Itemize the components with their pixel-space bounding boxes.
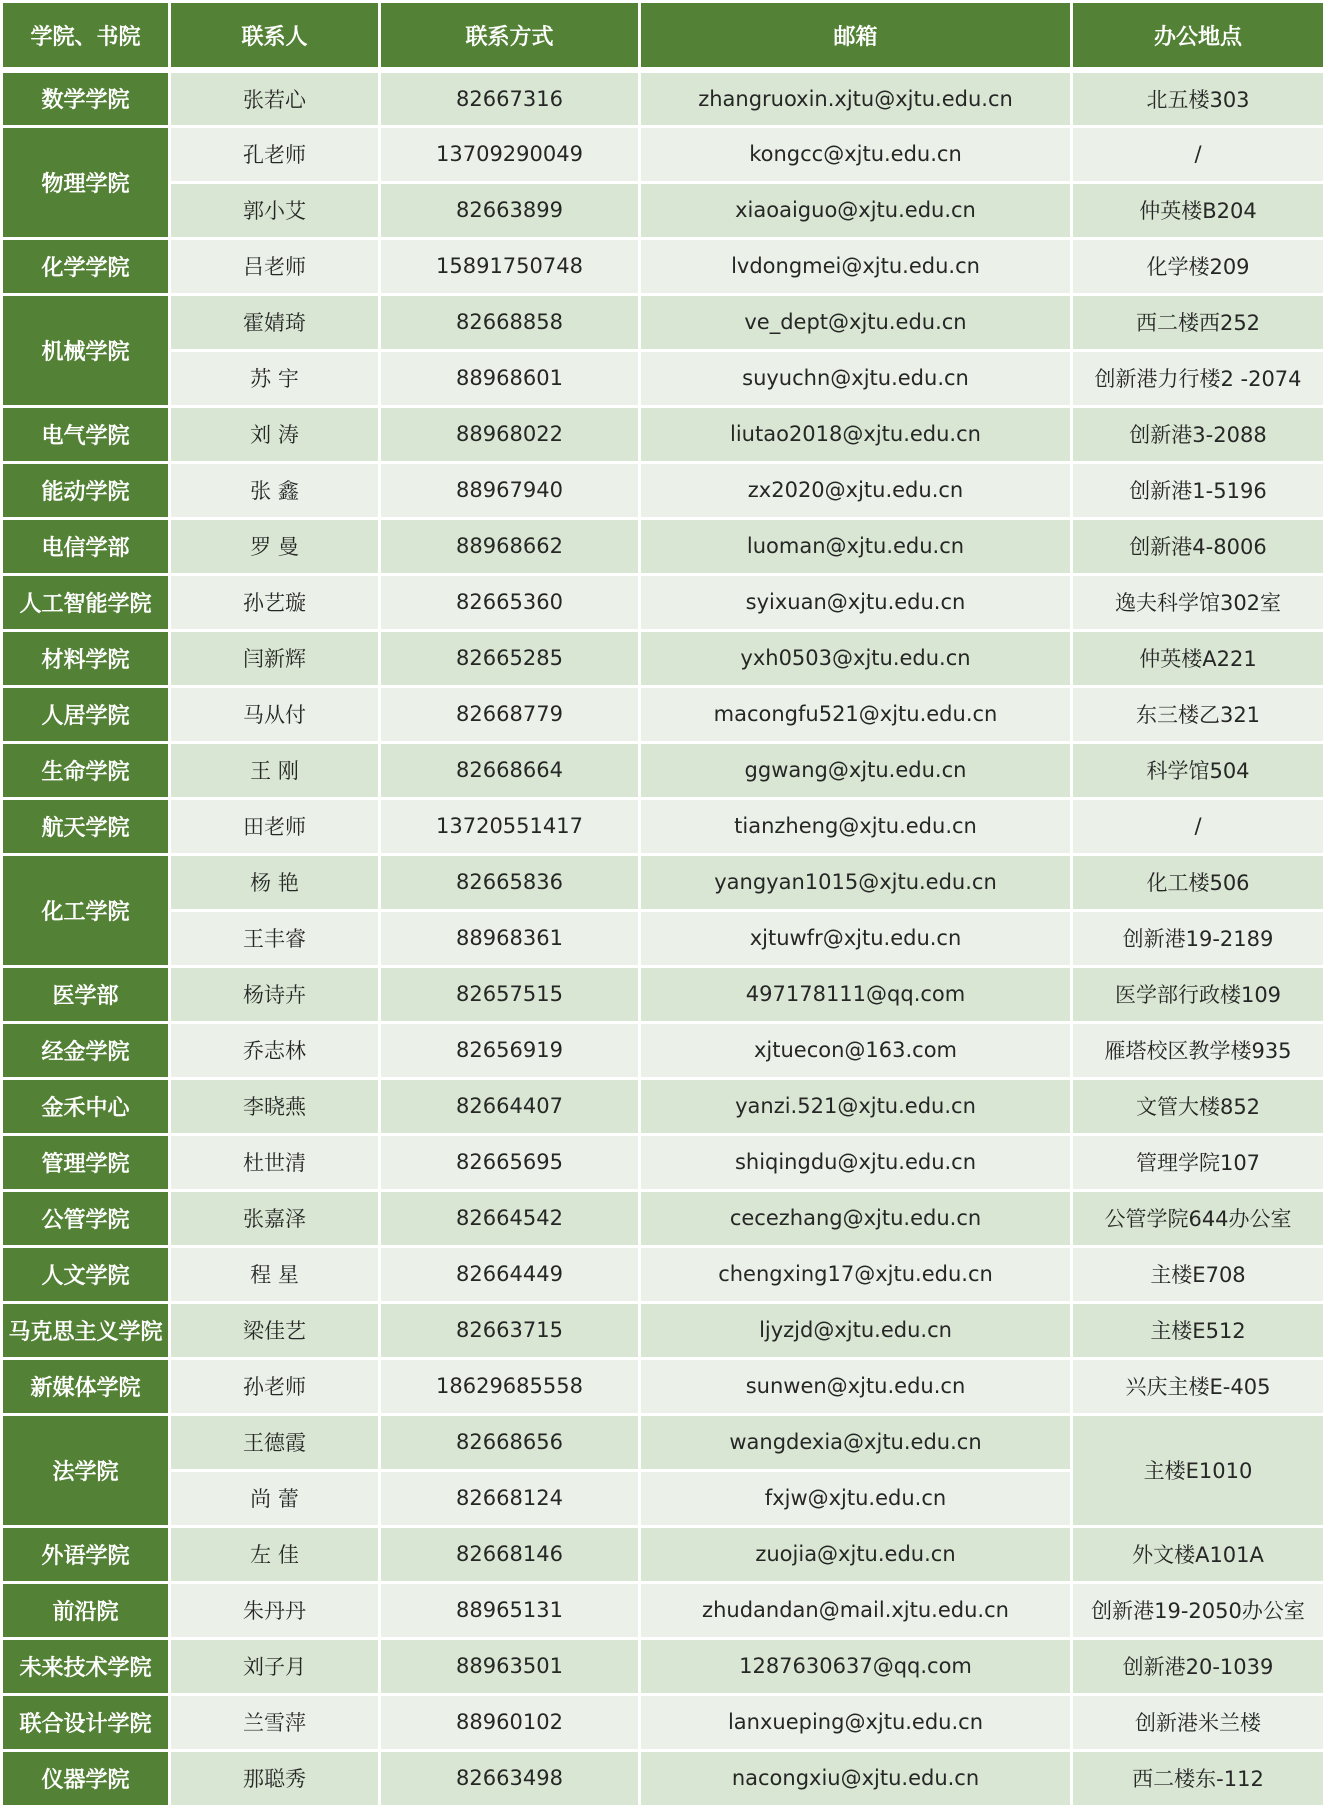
office-cell: 公管学院644办公室 bbox=[1072, 1190, 1323, 1246]
college-cell: 化工学院 bbox=[2, 854, 170, 966]
table-body bbox=[2, 70, 1323, 1806]
email-cell: macongfu521@xjtu.edu.cn bbox=[640, 686, 1072, 742]
college-cell: 航天学院 bbox=[2, 798, 170, 854]
contact-cell: 霍婧琦 bbox=[170, 294, 380, 350]
table-row bbox=[2, 70, 1323, 126]
college-cell: 物理学院 bbox=[2, 126, 170, 238]
contact-cell: 罗 曼 bbox=[170, 518, 380, 574]
contact-cell: 程 星 bbox=[170, 1246, 380, 1302]
email-cell: 497178111@qq.com bbox=[640, 966, 1072, 1022]
phone-cell: 88968022 bbox=[380, 406, 640, 462]
college-cell: 管理学院 bbox=[2, 1134, 170, 1190]
contact-cell: 张嘉泽 bbox=[170, 1190, 380, 1246]
college-cell: 人文学院 bbox=[2, 1246, 170, 1302]
email-cell: suyuchn@xjtu.edu.cn bbox=[640, 350, 1072, 406]
email-cell: nacongxiu@xjtu.edu.cn bbox=[640, 1750, 1072, 1806]
contact-cell: 郭小艾 bbox=[170, 182, 380, 238]
contact-cell: 王 刚 bbox=[170, 742, 380, 798]
office-cell: 仲英楼A221 bbox=[1072, 630, 1323, 686]
email-cell: yanzi.521@xjtu.edu.cn bbox=[640, 1078, 1072, 1134]
phone-cell: 82667316 bbox=[380, 70, 640, 126]
email-cell: zhudandan@mail.xjtu.edu.cn bbox=[640, 1582, 1072, 1638]
table-row bbox=[2, 1638, 1323, 1694]
office-cell: 创新港1-5196 bbox=[1072, 462, 1323, 518]
phone-cell: 88968662 bbox=[380, 518, 640, 574]
table-row bbox=[2, 966, 1323, 1022]
email-cell: xjtuwfr@xjtu.edu.cn bbox=[640, 910, 1072, 966]
phone-cell: 82668858 bbox=[380, 294, 640, 350]
office-cell: 主楼E1010 bbox=[1072, 1414, 1323, 1526]
table-row bbox=[2, 1358, 1323, 1414]
office-cell: 创新港3-2088 bbox=[1072, 406, 1323, 462]
email-cell: xjtuecon@163.com bbox=[640, 1022, 1072, 1078]
office-cell: 逸夫科学馆302室 bbox=[1072, 574, 1323, 630]
office-cell: 创新港19-2050办公室 bbox=[1072, 1582, 1323, 1638]
college-cell: 生命学院 bbox=[2, 742, 170, 798]
table-row bbox=[2, 462, 1323, 518]
office-cell: 外文楼A101A bbox=[1072, 1526, 1323, 1582]
table-row bbox=[2, 1022, 1323, 1078]
contact-cell: 杨 艳 bbox=[170, 854, 380, 910]
table-row bbox=[2, 1246, 1323, 1302]
header-phone: 联系方式 bbox=[380, 2, 640, 71]
contact-cell: 乔志林 bbox=[170, 1022, 380, 1078]
office-cell: 雁塔校区教学楼935 bbox=[1072, 1022, 1323, 1078]
table-row bbox=[2, 742, 1323, 798]
phone-cell: 82668779 bbox=[380, 686, 640, 742]
table-row bbox=[2, 518, 1323, 574]
office-cell: 主楼E512 bbox=[1072, 1302, 1323, 1358]
email-cell: syixuan@xjtu.edu.cn bbox=[640, 574, 1072, 630]
office-cell: 西二楼西252 bbox=[1072, 294, 1323, 350]
phone-cell: 88960102 bbox=[380, 1694, 640, 1750]
office-cell: 管理学院107 bbox=[1072, 1134, 1323, 1190]
college-cell: 公管学院 bbox=[2, 1190, 170, 1246]
college-cell: 联合设计学院 bbox=[2, 1694, 170, 1750]
email-cell: ljyzjd@xjtu.edu.cn bbox=[640, 1302, 1072, 1358]
email-cell: zx2020@xjtu.edu.cn bbox=[640, 462, 1072, 518]
contact-cell: 刘子月 bbox=[170, 1638, 380, 1694]
table-row bbox=[2, 798, 1323, 854]
contact-cell: 梁佳艺 bbox=[170, 1302, 380, 1358]
email-cell: yxh0503@xjtu.edu.cn bbox=[640, 630, 1072, 686]
email-cell: shiqingdu@xjtu.edu.cn bbox=[640, 1134, 1072, 1190]
table-row bbox=[2, 1750, 1323, 1806]
phone-cell: 82656919 bbox=[380, 1022, 640, 1078]
email-cell: 1287630637@qq.com bbox=[640, 1638, 1072, 1694]
college-cell: 材料学院 bbox=[2, 630, 170, 686]
email-cell: xiaoaiguo@xjtu.edu.cn bbox=[640, 182, 1072, 238]
table-row bbox=[2, 630, 1323, 686]
table-header bbox=[2, 2, 1323, 71]
table-row bbox=[2, 1582, 1323, 1638]
phone-cell: 82663715 bbox=[380, 1302, 640, 1358]
office-cell: / bbox=[1072, 798, 1323, 854]
email-cell: ggwang@xjtu.edu.cn bbox=[640, 742, 1072, 798]
college-cell: 医学部 bbox=[2, 966, 170, 1022]
email-cell: cecezhang@xjtu.edu.cn bbox=[640, 1190, 1072, 1246]
email-cell: tianzheng@xjtu.edu.cn bbox=[640, 798, 1072, 854]
phone-cell: 18629685558 bbox=[380, 1358, 640, 1414]
office-cell: 医学部行政楼109 bbox=[1072, 966, 1323, 1022]
contact-cell: 李晓燕 bbox=[170, 1078, 380, 1134]
office-cell: 创新港米兰楼 bbox=[1072, 1694, 1323, 1750]
contact-cell: 那聪秀 bbox=[170, 1750, 380, 1806]
email-cell: kongcc@xjtu.edu.cn bbox=[640, 126, 1072, 182]
college-cell: 外语学院 bbox=[2, 1526, 170, 1582]
phone-cell: 88965131 bbox=[380, 1582, 640, 1638]
college-cell: 马克思主义学院 bbox=[2, 1302, 170, 1358]
contact-cell: 刘 涛 bbox=[170, 406, 380, 462]
office-cell: 东三楼乙321 bbox=[1072, 686, 1323, 742]
office-cell: 化学楼209 bbox=[1072, 238, 1323, 294]
office-cell: 创新港20-1039 bbox=[1072, 1638, 1323, 1694]
college-cell: 未来技术学院 bbox=[2, 1638, 170, 1694]
table-row bbox=[2, 854, 1323, 910]
header-email: 邮箱 bbox=[640, 2, 1072, 71]
office-cell: 仲英楼B204 bbox=[1072, 182, 1323, 238]
phone-cell: 82665695 bbox=[380, 1134, 640, 1190]
contact-cell: 杜世清 bbox=[170, 1134, 380, 1190]
table-row bbox=[2, 1190, 1323, 1246]
phone-cell: 88968361 bbox=[380, 910, 640, 966]
phone-cell: 82665360 bbox=[380, 574, 640, 630]
phone-cell: 82664449 bbox=[380, 1246, 640, 1302]
email-cell: yangyan1015@xjtu.edu.cn bbox=[640, 854, 1072, 910]
table-row bbox=[2, 182, 1323, 238]
table-row bbox=[2, 1414, 1323, 1470]
table-row bbox=[2, 406, 1323, 462]
phone-cell: 13709290049 bbox=[380, 126, 640, 182]
contact-cell: 张若心 bbox=[170, 70, 380, 126]
contact-cell: 杨诗卉 bbox=[170, 966, 380, 1022]
table-row bbox=[2, 1302, 1323, 1358]
office-cell: 科学馆504 bbox=[1072, 742, 1323, 798]
college-cell: 前沿院 bbox=[2, 1582, 170, 1638]
email-cell: wangdexia@xjtu.edu.cn bbox=[640, 1414, 1072, 1470]
email-cell: liutao2018@xjtu.edu.cn bbox=[640, 406, 1072, 462]
office-cell: 北五楼303 bbox=[1072, 70, 1323, 126]
college-cell: 数学学院 bbox=[2, 70, 170, 126]
office-cell: / bbox=[1072, 126, 1323, 182]
college-cell: 人工智能学院 bbox=[2, 574, 170, 630]
phone-cell: 88968601 bbox=[380, 350, 640, 406]
phone-cell: 15891750748 bbox=[380, 238, 640, 294]
header-office: 办公地点 bbox=[1072, 2, 1323, 71]
office-cell: 创新港4-8006 bbox=[1072, 518, 1323, 574]
college-cell: 电气学院 bbox=[2, 406, 170, 462]
office-cell: 化工楼506 bbox=[1072, 854, 1323, 910]
table-row bbox=[2, 294, 1323, 350]
office-cell: 西二楼东-112 bbox=[1072, 1750, 1323, 1806]
office-cell: 创新港19-2189 bbox=[1072, 910, 1323, 966]
table-row bbox=[2, 574, 1323, 630]
office-cell: 文管大楼852 bbox=[1072, 1078, 1323, 1134]
table-row bbox=[2, 1134, 1323, 1190]
phone-cell: 13720551417 bbox=[380, 798, 640, 854]
contact-cell: 左 佳 bbox=[170, 1526, 380, 1582]
contact-cell: 王德霞 bbox=[170, 1414, 380, 1470]
college-cell: 人居学院 bbox=[2, 686, 170, 742]
contact-cell: 兰雪萍 bbox=[170, 1694, 380, 1750]
college-cell: 法学院 bbox=[2, 1414, 170, 1526]
phone-cell: 82665285 bbox=[380, 630, 640, 686]
office-cell: 主楼E708 bbox=[1072, 1246, 1323, 1302]
college-cell: 化学学院 bbox=[2, 238, 170, 294]
office-cell: 创新港力行楼2 -2074 bbox=[1072, 350, 1323, 406]
email-cell: lanxueping@xjtu.edu.cn bbox=[640, 1694, 1072, 1750]
email-cell: zhangruoxin.xjtu@xjtu.edu.cn bbox=[640, 70, 1072, 126]
email-cell: luoman@xjtu.edu.cn bbox=[640, 518, 1072, 574]
table-row bbox=[2, 1526, 1323, 1582]
college-cell: 仪器学院 bbox=[2, 1750, 170, 1806]
contact-cell: 朱丹丹 bbox=[170, 1582, 380, 1638]
contact-cell: 王丰睿 bbox=[170, 910, 380, 966]
phone-cell: 82668146 bbox=[380, 1526, 640, 1582]
header-contact: 联系人 bbox=[170, 2, 380, 71]
contact-cell: 吕老师 bbox=[170, 238, 380, 294]
contact-cell: 张 鑫 bbox=[170, 462, 380, 518]
phone-cell: 88967940 bbox=[380, 462, 640, 518]
phone-cell: 82668664 bbox=[380, 742, 640, 798]
phone-cell: 82663498 bbox=[380, 1750, 640, 1806]
table-row bbox=[2, 910, 1323, 966]
phone-cell: 82663899 bbox=[380, 182, 640, 238]
contact-cell: 马从付 bbox=[170, 686, 380, 742]
college-cell: 经金学院 bbox=[2, 1022, 170, 1078]
contact-cell: 苏 宇 bbox=[170, 350, 380, 406]
contact-cell: 孙艺璇 bbox=[170, 574, 380, 630]
email-cell: chengxing17@xjtu.edu.cn bbox=[640, 1246, 1072, 1302]
phone-cell: 82657515 bbox=[380, 966, 640, 1022]
phone-cell: 88963501 bbox=[380, 1638, 640, 1694]
email-cell: zuojia@xjtu.edu.cn bbox=[640, 1526, 1072, 1582]
college-cell: 金禾中心 bbox=[2, 1078, 170, 1134]
college-cell: 机械学院 bbox=[2, 294, 170, 406]
table-row bbox=[2, 1694, 1323, 1750]
table-row bbox=[2, 350, 1323, 406]
email-cell: lvdongmei@xjtu.edu.cn bbox=[640, 238, 1072, 294]
contact-cell: 孙老师 bbox=[170, 1358, 380, 1414]
contact-cell: 田老师 bbox=[170, 798, 380, 854]
table-row bbox=[2, 686, 1323, 742]
phone-cell: 82664407 bbox=[380, 1078, 640, 1134]
contact-cell: 闫新辉 bbox=[170, 630, 380, 686]
table-row bbox=[2, 1078, 1323, 1134]
office-cell: 兴庆主楼E-405 bbox=[1072, 1358, 1323, 1414]
phone-cell: 82668124 bbox=[380, 1470, 640, 1526]
email-cell: sunwen@xjtu.edu.cn bbox=[640, 1358, 1072, 1414]
college-cell: 新媒体学院 bbox=[2, 1358, 170, 1414]
college-cell: 电信学部 bbox=[2, 518, 170, 574]
contact-cell: 孔老师 bbox=[170, 126, 380, 182]
phone-cell: 82665836 bbox=[380, 854, 640, 910]
table-row bbox=[2, 126, 1323, 182]
table-row bbox=[2, 238, 1323, 294]
phone-cell: 82664542 bbox=[380, 1190, 640, 1246]
header-college: 学院、书院 bbox=[2, 2, 170, 71]
email-cell: fxjw@xjtu.edu.cn bbox=[640, 1470, 1072, 1526]
college-cell: 能动学院 bbox=[2, 462, 170, 518]
contact-cell: 尚 蕾 bbox=[170, 1470, 380, 1526]
phone-cell: 82668656 bbox=[380, 1414, 640, 1470]
email-cell: ve_dept@xjtu.edu.cn bbox=[640, 294, 1072, 350]
